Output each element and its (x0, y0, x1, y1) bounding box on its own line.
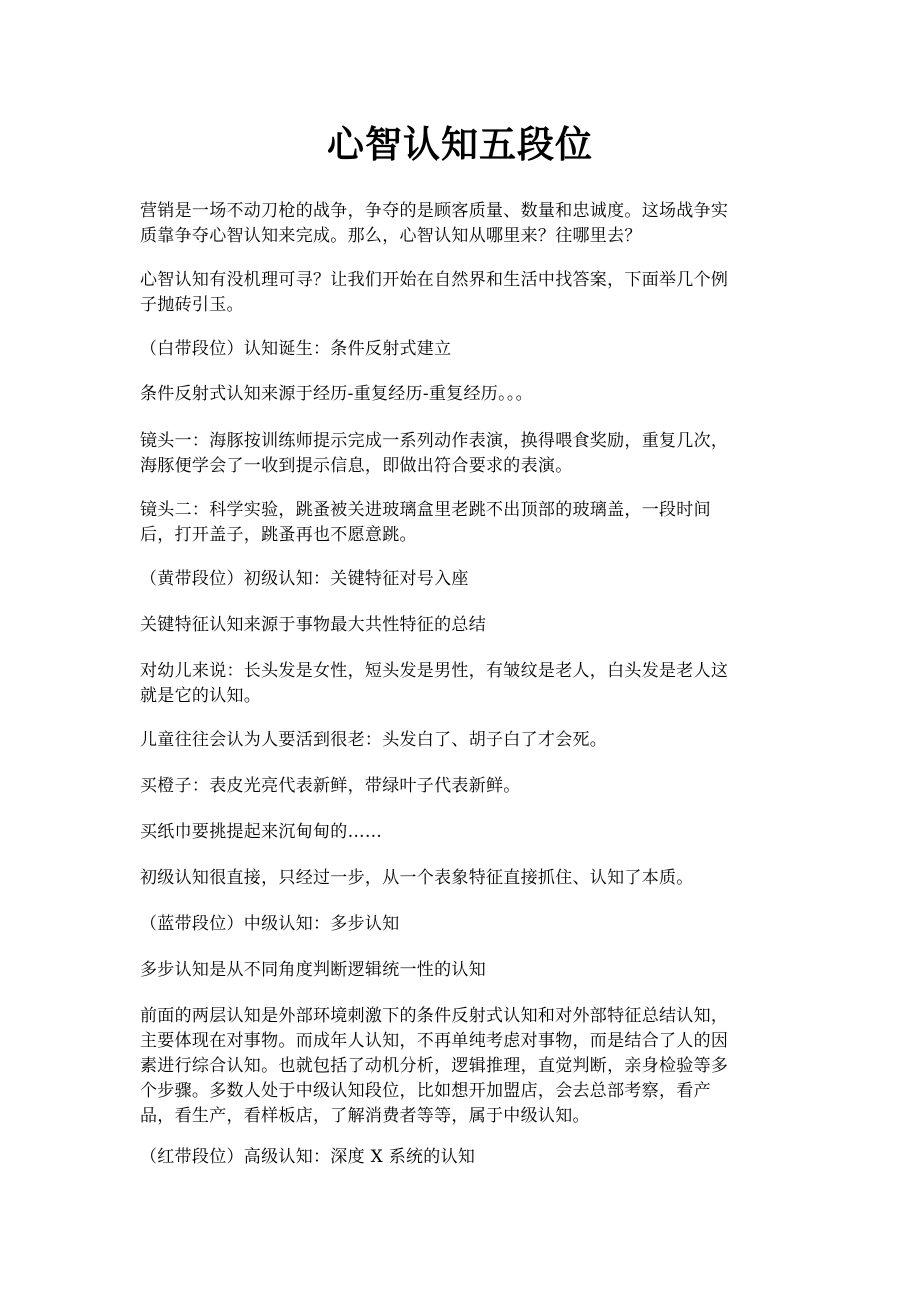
paragraph-line: 儿童往往会认为人要活到很老：头发白了、胡子白了才会死。 (140, 730, 608, 750)
paragraph-line: 子抛砖引玉。 (140, 295, 244, 315)
paragraph-children (140, 728, 780, 753)
paragraph-line: 就是它的认知。 (140, 686, 262, 706)
paragraph-tissues (140, 820, 780, 845)
paragraph-line: 品，看生产，看样板店，了解消费者等等，属于中级认知。 (140, 1106, 590, 1126)
paragraph-line: 心智认知有没机理可寻？让我们开始在自然界和生活中找答案，下面举几个例 (140, 270, 729, 290)
paragraph-line: 素进行综合认知。也就包括了动机分析，逻辑推理，直觉判断，亲身检验等多 (140, 1056, 729, 1076)
paragraph-line: （白带段位）认知诞生：条件反射式建立 (140, 339, 452, 359)
paragraph-line: 买纸巾要挑提起来沉甸甸的…… (140, 822, 383, 842)
paragraph-line: 关键特征认知来源于事物最大共性特征的总结 (140, 615, 486, 635)
paragraph-line: 质靠争夺心智认知来完成。那么，心智认知从哪里来？往哪里去？ (140, 226, 642, 246)
paragraph-line: 条件反射式认知来源于经历-重复经历-重复经历。。。 (140, 384, 533, 404)
paragraph-line: （红带段位）高级认知：深度 X 系统的认知 (140, 1147, 476, 1167)
paragraph-line: （黄带段位）初级认知：关键特征对号入座 (140, 569, 469, 589)
paragraph-line: 海豚便学会了一收到提示信息，即做出符合要求的表演。 (140, 456, 573, 476)
paragraph-oranges (140, 774, 780, 799)
paragraph-line: 主要体现在对事物。而成年人认知，不再单纯考虑对事物，而是结合了人的因 (140, 1031, 729, 1051)
section-heading-yellow-belt (140, 567, 780, 592)
paragraph-line: 个步骤。多数人处于中级认知段位，比如想开加盟店，会去总部考察，看产 (140, 1081, 711, 1101)
paragraph-toddlers (140, 659, 780, 709)
document-title: 心智认知五段位 (327, 123, 593, 166)
paragraph-conditioned-reflex (140, 382, 780, 407)
paragraph-line: 对幼儿来说：长头发是女性，短头发是男性，有皱纹是老人，白头发是老人这 (140, 661, 729, 681)
section-heading-blue-belt (140, 912, 780, 937)
paragraph-key-features (140, 613, 780, 638)
paragraph-line: 多步认知是从不同角度判断逻辑统一性的认知 (140, 960, 486, 980)
paragraph-line: 前面的两层认知是外部环境刺激下的条件反射式认知和对外部特征总结认知， (140, 1006, 729, 1026)
paragraph-line: （蓝带段位）中级认知：多步认知 (140, 914, 400, 934)
paragraph-intro (140, 199, 780, 249)
paragraph-scene-one (140, 429, 780, 479)
paragraph-intermediate (140, 1004, 780, 1129)
paragraph-scene-two (140, 498, 780, 548)
section-heading-white-belt (140, 337, 780, 362)
paragraph-line: 镜头二：科学实验，跳蚤被关进玻璃盒里老跳不出顶部的玻璃盖，一段时间 (140, 500, 711, 520)
paragraph-primary-summary (140, 866, 780, 891)
paragraph-line: 营销是一场不动刀枪的战争，争夺的是顾客质量、数量和忠诚度。这场战争实 (140, 201, 729, 221)
paragraph-line: 镜头一：海豚按训练师提示完成一系列动作表演，换得喂食奖励，重复几次， (140, 431, 729, 451)
paragraph-question (140, 268, 780, 318)
section-heading-red-belt (140, 1145, 780, 1170)
paragraph-multi-step (140, 958, 780, 983)
paragraph-line: 初级认知很直接，只经过一步，从一个表象特征直接抓住、认知了本质。 (140, 868, 694, 888)
paragraph-line: 买橙子：表皮光亮代表新鲜，带绿叶子代表新鲜。 (140, 776, 521, 796)
paragraph-line: 后，打开盖子，跳蚤再也不愿意跳。 (140, 525, 417, 545)
